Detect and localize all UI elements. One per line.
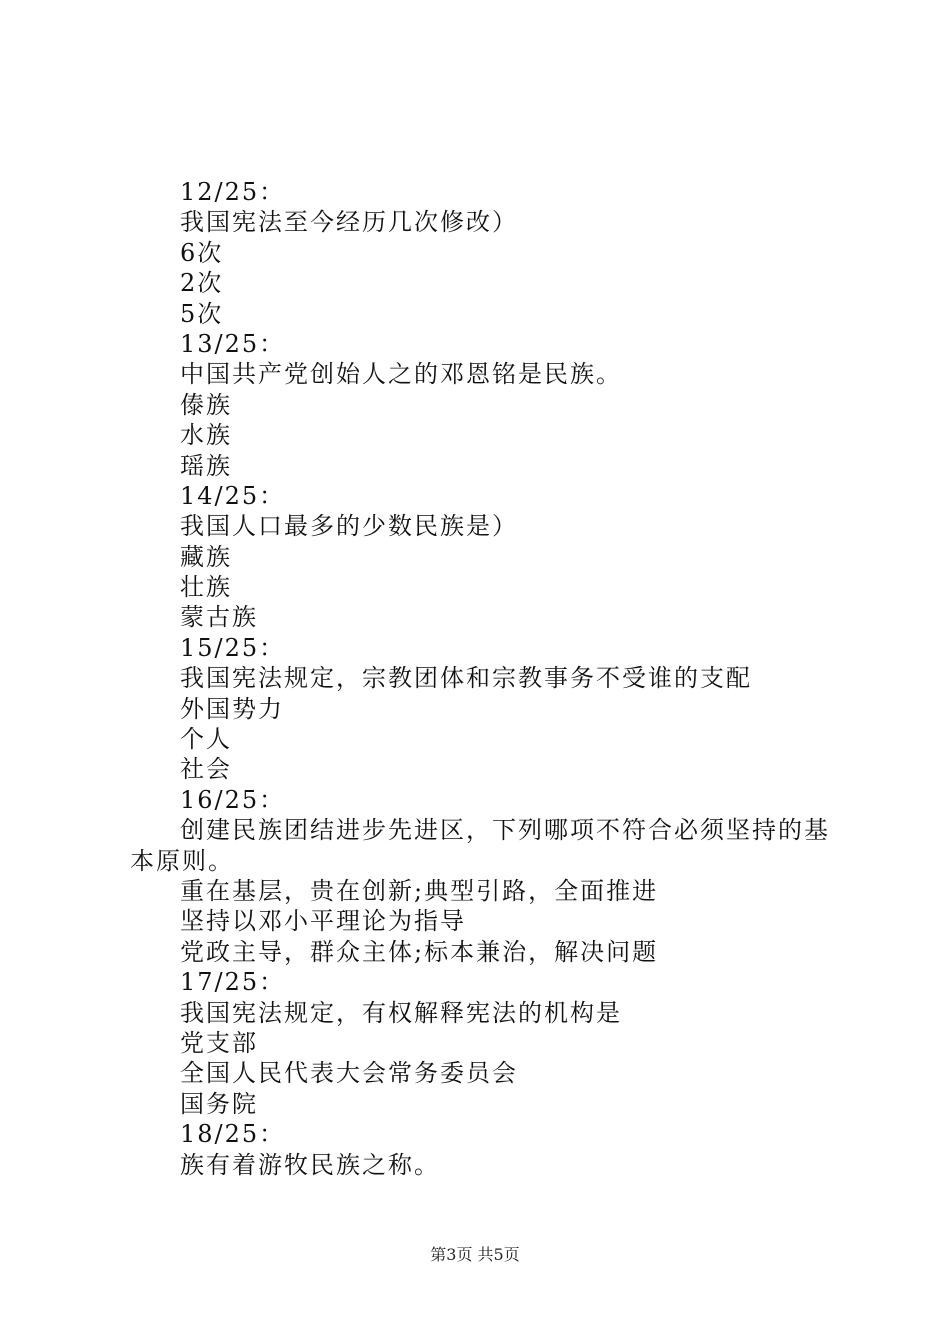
answer-option: 全国人民代表大会常务委员会 — [180, 1059, 518, 1088]
question-number: 18/25： — [180, 1120, 286, 1149]
page-footer: 第3页 共5页 — [430, 1245, 520, 1264]
answer-option: 个人 — [180, 725, 232, 754]
question-text: 我国宪法至今经历几次修改） — [180, 208, 518, 237]
question-number: 13/25： — [180, 329, 286, 358]
question-number: 15/25： — [180, 633, 286, 662]
answer-option: 6次 — [180, 238, 224, 267]
answer-option: 坚持以邓小平理论为指导 — [180, 907, 466, 936]
question-text: 我国宪法规定，有权解释宪法的机构是 — [180, 998, 622, 1027]
question-number: 12/25： — [180, 178, 286, 206]
question-text: 我国人口最多的少数民族是） — [180, 512, 518, 541]
answer-option: 水族 — [180, 421, 232, 450]
question-text: 族有着游牧民族之称。 — [180, 1150, 440, 1179]
answer-option: 壮族 — [180, 573, 232, 602]
answer-option: 傣族 — [180, 390, 232, 419]
answer-option: 2次 — [180, 269, 224, 298]
answer-option: 党支部 — [180, 1028, 258, 1057]
question-number: 17/25： — [180, 968, 286, 997]
answer-option: 瑶族 — [180, 451, 232, 480]
answer-option: 外国势力 — [180, 694, 284, 723]
answer-option: 社会 — [180, 755, 232, 784]
question-number: 14/25： — [180, 481, 286, 510]
answer-option: 蒙古族 — [180, 603, 258, 632]
question-text: 我国宪法规定，宗教团体和宗教事务不受谁的支配 — [180, 664, 752, 693]
document-body — [130, 177, 830, 1180]
answer-option: 重在基层，贵在创新;典型引路，全面推进 — [180, 877, 659, 906]
answer-option: 党政主导，群众主体;标本兼治，解决问题 — [180, 937, 659, 966]
question-text: 中国共产党创始人之的邓恩铭是民族。 — [180, 360, 622, 389]
answer-option: 国务院 — [180, 1089, 258, 1118]
question-text: 创建民族团结进步先进区，下列哪项不符合必须坚持的基本原则。 — [130, 816, 830, 875]
question-number: 16/25： — [180, 785, 286, 814]
answer-option: 5次 — [180, 299, 224, 328]
answer-option: 藏族 — [180, 542, 232, 571]
